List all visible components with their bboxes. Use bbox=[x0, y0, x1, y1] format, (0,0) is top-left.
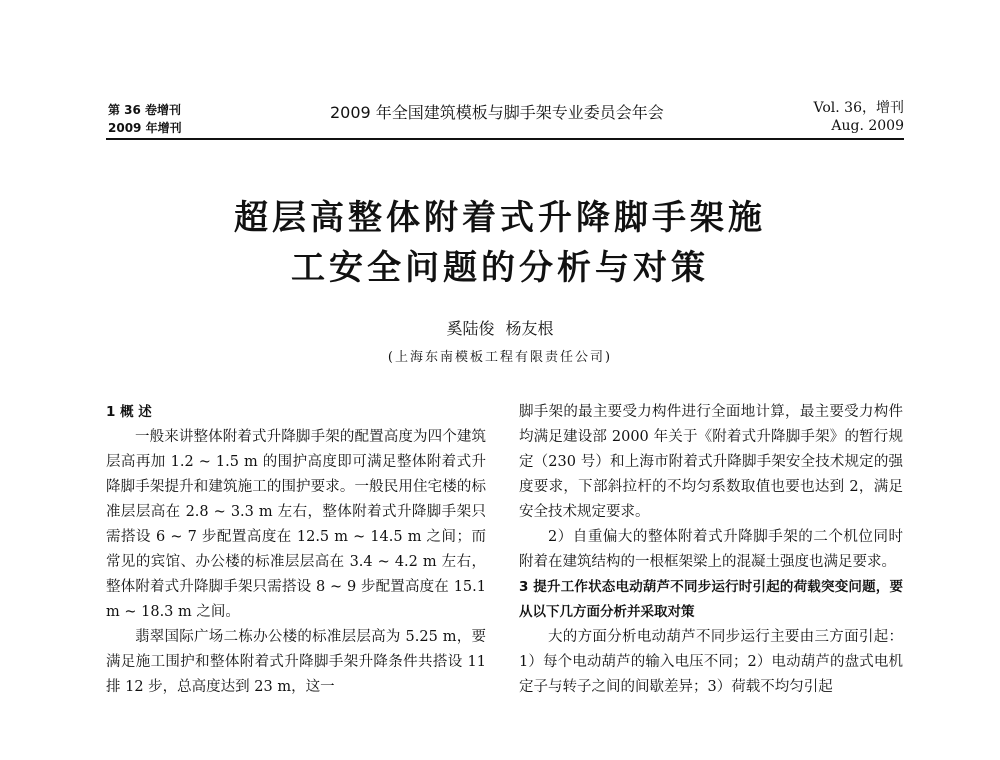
authors: 奚陆俊 杨友根 bbox=[446, 319, 554, 338]
journal-volume-cn bbox=[108, 101, 182, 137]
volume-line-en: Vol. 36，增刊 bbox=[813, 100, 904, 116]
section-3-heading: 3 提升工作状态电动葫芦不同步运行时引起的荷载突变问题，要从以下几方面分析并采取对策 bbox=[519, 579, 903, 620]
conference-title: 2009 年全国建筑模板与脚手架专业委员会年会 bbox=[330, 103, 664, 122]
right-column bbox=[519, 400, 903, 700]
journal-volume-en bbox=[814, 99, 904, 135]
affiliation: (上海东南模板工程有限责任公司) bbox=[387, 350, 613, 365]
paragraph: 脚手架的最主要受力构件进行全面地计算，最主要受力构件均满足建设部 2000 年关于《附着式升降脚手架》的暂行规定（230 号）和上海市附着式升降脚手架安全技术规定的强度要求，下部斜拉杆的不均匀系数取值也要也达到 2，满足安全技术规定要求。 bbox=[519, 404, 903, 520]
paragraph: 2）自重偏大的整体附着式升降脚手架的二个机位同时附着在建筑结构的一根框架梁上的混凝土强度也满足要求。 bbox=[519, 529, 903, 570]
paper-title-line1: 超层高整体附着式升降脚手架施 bbox=[234, 198, 766, 238]
volume-line: 第 36 卷增刊 bbox=[108, 103, 182, 117]
paper-title-line2: 工安全问题的分析与对策 bbox=[291, 248, 709, 288]
year-line: 2009 年增刊 bbox=[108, 121, 182, 135]
date-line-en: Aug. 2009 bbox=[831, 118, 904, 134]
header-rule bbox=[106, 138, 904, 140]
paragraph: 一般来讲整体附着式升降脚手架的配置高度为四个建筑层高再加 1.2 ~ 1.5 m 的围护高度即可满足整体附着式升降脚手架提升和建筑施工的围护要求。一般民用住宅楼的标准层层高在 2.8 ~ 3.3 m 左右，整体附着式升降脚手架只需搭设 6 ~ 7 步配置高度在 12.5 m ~ 14.5 m 之间；而常见的宾馆、办公楼的标准层层高在 3.4 ~ 4.2 m 左右，整体附着式升降脚手架只需搭设 8 ~ 9 步配置高度在 15.1 m ~ 18.3 m 之间。 bbox=[106, 429, 486, 620]
left-column bbox=[106, 400, 486, 700]
paragraph: 大的方面分析电动葫芦不同步运行主要由三方面引起：1）每个电动葫芦的输入电压不同；2）电动葫芦的盘式电机定子与转子之间的间歇差异；3）荷载不均匀引起 bbox=[519, 629, 903, 695]
section-1-heading: 1 概 述 bbox=[106, 404, 152, 420]
paragraph: 翡翠国际广场二栋办公楼的标准层层高为 5.25 m，要满足施工围护和整体附着式升降脚手架升降条件共搭设 11 排 12 步，总高度达到 23 m，这一 bbox=[106, 629, 486, 695]
